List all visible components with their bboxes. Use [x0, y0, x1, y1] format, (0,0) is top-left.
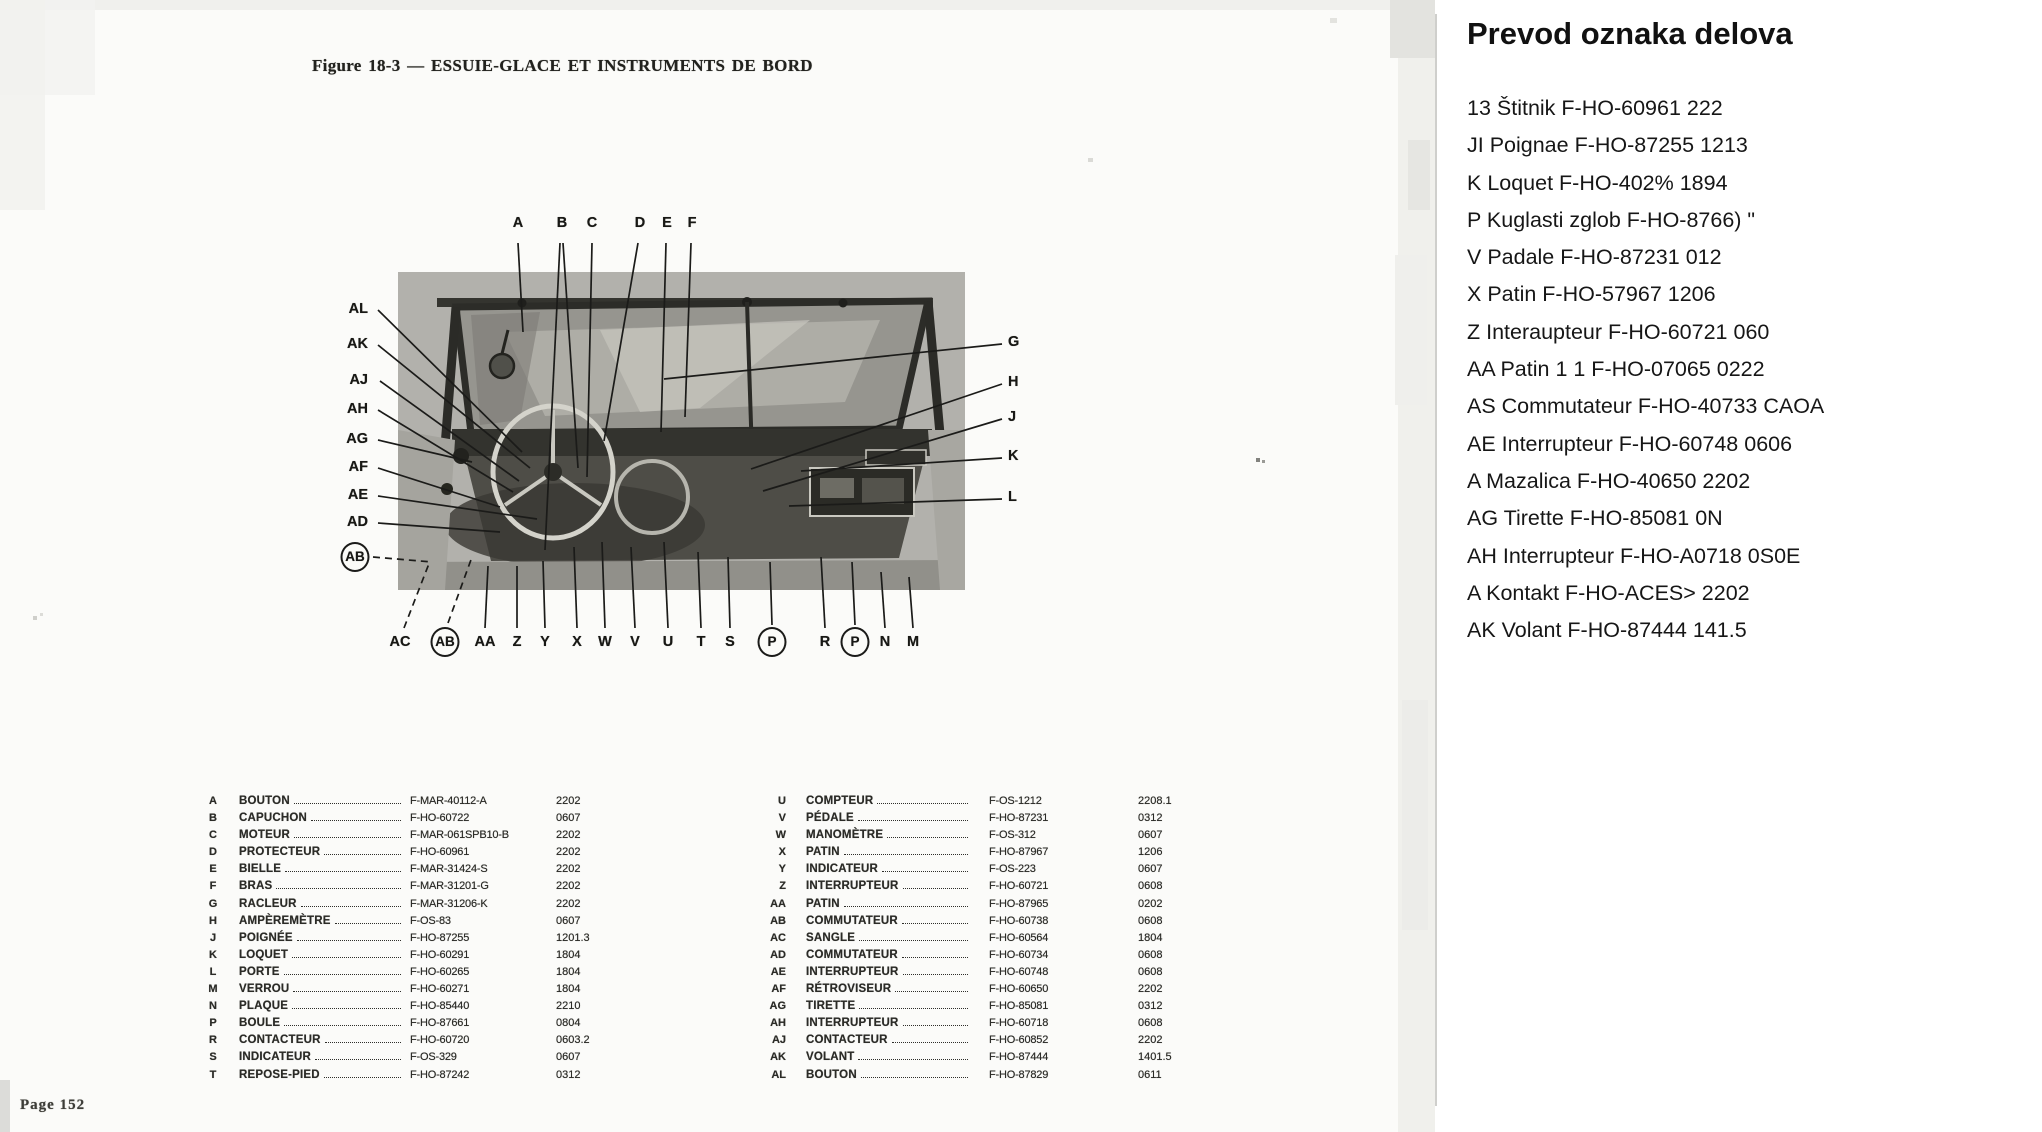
- callout-label: T: [696, 633, 706, 650]
- table-row: [196, 930, 626, 947]
- row-name: COMPTEUR: [806, 793, 973, 810]
- row-part-number: F-HO-85081: [989, 1000, 1049, 1013]
- dotted-leader: [859, 1008, 968, 1009]
- row-letter: H: [209, 914, 217, 927]
- callout-label: AF: [348, 458, 368, 475]
- table-row: [752, 827, 1192, 844]
- row-letter: AB: [770, 914, 786, 927]
- row-letter: T: [209, 1068, 217, 1081]
- row-letter: E: [209, 863, 217, 876]
- table-row: [752, 793, 1192, 810]
- dotted-leader: [858, 820, 968, 821]
- callout-label: X: [572, 633, 582, 650]
- dotted-leader: [844, 854, 968, 855]
- row-part-number: F-HO-60734: [989, 948, 1049, 961]
- row-letter: AD: [770, 948, 786, 961]
- row-ref-number: 1804: [1138, 931, 1163, 944]
- row-ref-number: 2208.1: [1138, 795, 1172, 807]
- row-name: MANOMÈTRE: [806, 827, 973, 844]
- row-part-number: F-HO-87242: [410, 1068, 470, 1081]
- callout-label: G: [1008, 333, 1020, 350]
- row-ref-number: 2202: [556, 880, 581, 893]
- row-letter: A: [209, 795, 217, 807]
- table-row: [196, 810, 626, 827]
- callout-label: AH: [347, 400, 368, 417]
- row-ref-number: 1804: [556, 965, 581, 978]
- dotted-leader: [311, 820, 401, 821]
- translation-panel: [1437, 0, 2042, 1132]
- row-ref-number: 2210: [556, 1000, 581, 1013]
- row-part-number: F-MAR-31424-S: [410, 863, 488, 876]
- row-part-number: F-HO-85440: [410, 1000, 470, 1013]
- table-row: [752, 810, 1192, 827]
- row-name: BIELLE: [239, 861, 406, 878]
- dotted-leader: [294, 837, 401, 838]
- row-name: BOULE: [239, 1015, 406, 1032]
- row-part-number: F-MAR-31201-G: [410, 880, 489, 893]
- row-part-number: F-OS-329: [410, 1051, 457, 1064]
- row-ref-number: 1401.5: [1138, 1051, 1172, 1064]
- row-name: BRAS: [239, 878, 406, 895]
- table-row: [752, 861, 1192, 878]
- row-part-number: F-HO-87965: [989, 897, 1049, 910]
- table-row: [752, 1032, 1192, 1049]
- row-letter: V: [778, 812, 786, 825]
- row-name: REPOSE-PIED: [239, 1067, 406, 1084]
- translation-item: 13 Štitnik F-HO-60961 222: [1467, 96, 1723, 120]
- dotted-leader: [284, 974, 401, 975]
- row-letter: AC: [770, 931, 786, 944]
- page-number: Page 152: [20, 1097, 86, 1113]
- table-row: [196, 1032, 626, 1049]
- row-name: RACLEUR: [239, 896, 406, 913]
- translation-item: AE Interrupteur F-HO-60748 0606: [1467, 431, 1793, 456]
- table-row: [752, 1067, 1192, 1084]
- row-ref-number: 0607: [556, 812, 581, 825]
- row-ref-number: 0312: [556, 1068, 581, 1081]
- dotted-leader: [892, 1042, 968, 1043]
- dotted-leader: [895, 991, 968, 992]
- row-name: VERROU: [239, 981, 406, 998]
- translation-item: Z Interaupteur F-HO-60721 060: [1467, 319, 1770, 344]
- row-name: INTERRUPTEUR: [806, 964, 973, 981]
- row-part-number: F-HO-60564: [989, 931, 1049, 944]
- row-name: CONTACTEUR: [239, 1032, 406, 1049]
- callout-label: Z: [512, 633, 522, 650]
- row-part-number: F-MAR-061SPB10-B: [410, 829, 509, 842]
- callout-label: U: [662, 633, 674, 650]
- row-part-number: F-MAR-31206-K: [410, 897, 488, 910]
- dotted-leader: [903, 888, 969, 889]
- row-part-number: F-HO-60718: [989, 1017, 1049, 1030]
- callout-label: P: [758, 627, 787, 657]
- table-row: [752, 930, 1192, 947]
- row-ref-number: 0607: [1138, 863, 1163, 876]
- dotted-leader: [315, 1059, 401, 1060]
- row-letter: Y: [778, 863, 786, 876]
- row-name: RÉTROVISEUR: [806, 981, 973, 998]
- row-part-number: F-OS-312: [989, 829, 1036, 842]
- row-ref-number: 0804: [556, 1017, 581, 1030]
- row-part-number: F-HO-87255: [410, 931, 470, 944]
- row-ref-number: 1804: [556, 983, 581, 996]
- row-letter: N: [209, 1000, 217, 1013]
- row-letter: AF: [771, 983, 786, 996]
- translation-item: A Mazalica F-HO-40650 2202: [1467, 468, 1751, 493]
- dotted-leader: [844, 906, 968, 907]
- dotted-leader: [294, 803, 401, 804]
- row-ref-number: 0202: [1138, 897, 1163, 910]
- callout-label: D: [634, 214, 646, 231]
- dotted-leader: [325, 1042, 401, 1043]
- row-letter: B: [209, 812, 217, 825]
- row-letter: U: [778, 795, 786, 807]
- row-ref-number: 0608: [1138, 1017, 1163, 1030]
- dotted-leader: [859, 940, 968, 941]
- callout-label: AG: [346, 430, 368, 447]
- callout-label: E: [662, 214, 672, 231]
- row-name: INTERRUPTEUR: [806, 1015, 973, 1032]
- row-name: PLAQUE: [239, 998, 406, 1015]
- table-row: [196, 844, 626, 861]
- translation-item: AK Volant F-HO-87444 141.5: [1467, 618, 1747, 643]
- dotted-leader: [861, 1077, 968, 1078]
- row-name: PORTE: [239, 964, 406, 981]
- row-letter: J: [209, 931, 217, 944]
- callout-label: S: [725, 633, 735, 650]
- dotted-leader: [902, 957, 968, 958]
- row-ref-number: 0608: [1138, 948, 1163, 961]
- row-part-number: F-HO-60291: [410, 948, 470, 961]
- row-letter: F: [209, 880, 217, 893]
- row-ref-number: 2202: [556, 829, 581, 842]
- row-ref-number: 2202: [1138, 1034, 1163, 1047]
- figure-caption: Figure 18-3 — ESSUIE-GLACE ET INSTRUMENTS DE BORD: [312, 56, 813, 75]
- row-name: PATIN: [806, 844, 973, 861]
- callout-label: P: [841, 627, 870, 657]
- table-row: [752, 896, 1192, 913]
- row-name: COMMUTATEUR: [806, 947, 973, 964]
- translation-item: A Kontakt F-HO-ACES> 2202: [1467, 580, 1750, 605]
- dotted-leader: [285, 871, 401, 872]
- table-row: [752, 964, 1192, 981]
- panel-title: Prevod oznaka delova: [1467, 16, 1793, 51]
- table-row: [196, 827, 626, 844]
- row-name: BOUTON: [806, 1067, 973, 1084]
- row-part-number: F-HO-87444: [989, 1051, 1049, 1064]
- row-ref-number: 0607: [1138, 829, 1163, 842]
- translation-item: K Loquet F-HO-402% 1894: [1467, 170, 1728, 195]
- row-part-number: F-HO-87829: [989, 1068, 1049, 1081]
- callout-label: M: [906, 633, 920, 650]
- row-letter: AK: [770, 1051, 786, 1064]
- row-part-number: F-HO-60748: [989, 965, 1049, 978]
- dotted-leader: [903, 974, 969, 975]
- table-row: [196, 878, 626, 895]
- table-row: [752, 878, 1192, 895]
- translation-item: JI Poignae F-HO-87255 1213: [1467, 133, 1748, 158]
- row-ref-number: 0608: [1138, 965, 1163, 978]
- callout-label: AK: [347, 335, 368, 352]
- table-row: [196, 793, 626, 810]
- row-part-number: F-HO-87661: [410, 1017, 470, 1030]
- row-ref-number: 0312: [1138, 1000, 1163, 1013]
- row-letter: R: [209, 1034, 217, 1047]
- row-letter: C: [209, 829, 217, 842]
- translation-list: [1467, 90, 2042, 649]
- row-ref-number: 0611: [1138, 1068, 1162, 1081]
- row-part-number: F-HO-60720: [410, 1034, 470, 1047]
- row-name: BOUTON: [239, 793, 406, 810]
- parts-table-right: [752, 793, 1192, 1084]
- row-ref-number: 2202: [1138, 983, 1163, 996]
- table-row: [196, 1049, 626, 1066]
- callout-label: AD: [347, 513, 368, 530]
- callout-label: C: [586, 214, 598, 231]
- row-name: PÉDALE: [806, 810, 973, 827]
- row-ref-number: 1201.3: [556, 931, 590, 944]
- row-part-number: F-HO-87967: [989, 846, 1049, 859]
- row-letter: W: [775, 829, 786, 842]
- callout-label: J: [1008, 408, 1017, 425]
- row-ref-number: 2202: [556, 897, 581, 910]
- row-name: INDICATEUR: [239, 1049, 406, 1066]
- dotted-leader: [324, 1077, 401, 1078]
- table-row: [752, 947, 1192, 964]
- dotted-leader: [877, 803, 968, 804]
- dotted-leader: [292, 957, 401, 958]
- dotted-leader: [292, 1008, 401, 1009]
- row-part-number: F-HO-60852: [989, 1034, 1049, 1047]
- dotted-leader: [903, 1025, 969, 1026]
- table-row: [752, 998, 1192, 1015]
- row-ref-number: 1206: [1138, 846, 1163, 859]
- dotted-leader: [902, 923, 968, 924]
- row-letter: D: [209, 846, 217, 859]
- row-part-number: F-HO-60271: [410, 983, 470, 996]
- callout-label: AJ: [349, 371, 368, 388]
- table-row: [752, 981, 1192, 998]
- row-letter: AA: [770, 897, 786, 910]
- row-ref-number: 2202: [556, 863, 581, 876]
- row-name: CONTACTEUR: [806, 1032, 973, 1049]
- dotted-leader: [335, 923, 401, 924]
- table-row: [196, 981, 626, 998]
- row-part-number: F-OS-1212: [989, 795, 1042, 807]
- row-part-number: F-HO-60265: [410, 965, 470, 978]
- callout-label: H: [1008, 373, 1019, 390]
- table-row: [752, 913, 1192, 930]
- dotted-leader: [284, 1025, 401, 1026]
- dotted-leader: [276, 888, 401, 889]
- callout-label: R: [819, 633, 831, 650]
- table-row: [752, 844, 1192, 861]
- row-letter: AL: [771, 1068, 786, 1081]
- row-name: AMPÈREMÈTRE: [239, 913, 406, 930]
- row-ref-number: 2202: [556, 846, 581, 859]
- callout-label: AC: [389, 633, 411, 650]
- row-part-number: F-HO-60738: [989, 914, 1049, 927]
- row-name: COMMUTATEUR: [806, 913, 973, 930]
- translation-item: AA Patin 1 1 F-HO-07065 0222: [1467, 357, 1765, 382]
- row-part-number: F-HO-60721: [989, 880, 1049, 893]
- row-ref-number: 2202: [556, 795, 581, 807]
- row-name: INTERRUPTEUR: [806, 878, 973, 895]
- parts-table-left: [196, 793, 626, 1084]
- dotted-leader: [887, 837, 968, 838]
- row-letter: AH: [770, 1017, 786, 1030]
- translation-item: AH Interrupteur F-HO-A0718 0S0E: [1467, 543, 1801, 568]
- dotted-leader: [882, 871, 968, 872]
- callout-label: K: [1008, 447, 1019, 464]
- callout-label: V: [630, 633, 640, 650]
- row-part-number: F-OS-83: [410, 914, 451, 927]
- row-ref-number: 0607: [556, 914, 581, 927]
- row-ref-number: 0608: [1138, 914, 1163, 927]
- row-letter: Z: [779, 880, 786, 893]
- row-letter: M: [208, 983, 218, 996]
- callout-label: A: [512, 214, 524, 231]
- row-part-number: F-HO-60961: [410, 846, 470, 859]
- callout-label: L: [1008, 488, 1017, 505]
- row-name: VOLANT: [806, 1049, 973, 1066]
- row-ref-number: 0607: [556, 1051, 581, 1064]
- row-letter: L: [209, 965, 217, 978]
- row-name: PROTECTEUR: [239, 844, 406, 861]
- row-letter: AJ: [771, 1034, 786, 1047]
- row-ref-number: 1804: [556, 948, 581, 961]
- row-name: SANGLE: [806, 930, 973, 947]
- callout-label: W: [598, 633, 612, 650]
- row-letter: S: [209, 1051, 217, 1064]
- row-name: MOTEUR: [239, 827, 406, 844]
- table-row: [196, 964, 626, 981]
- row-name: POIGNÉE: [239, 930, 406, 947]
- table-row: [196, 998, 626, 1015]
- row-part-number: F-MAR-40112-A: [410, 795, 487, 807]
- callout-label: AB: [431, 627, 460, 657]
- callout-label: Y: [540, 633, 550, 650]
- row-part-number: F-HO-60722: [410, 812, 470, 825]
- translation-item: P Kuglasti zglob F-HO-8766) ": [1467, 207, 1756, 232]
- row-name: INDICATEUR: [806, 861, 973, 878]
- table-row: [196, 861, 626, 878]
- callout-label: AA: [474, 633, 496, 650]
- table-row: [196, 896, 626, 913]
- translation-item: AS Commutateur F-HO-40733 CAOA: [1467, 394, 1825, 419]
- row-letter: AG: [769, 1000, 786, 1013]
- row-letter: X: [778, 846, 786, 859]
- row-letter: G: [208, 897, 218, 910]
- row-name: TIRETTE: [806, 998, 973, 1015]
- translation-item: X Patin F-HO-57967 1206: [1467, 282, 1716, 307]
- row-name: LOQUET: [239, 947, 406, 964]
- dotted-leader: [293, 991, 401, 992]
- callout-label: AL: [348, 300, 368, 317]
- row-letter: K: [209, 948, 217, 961]
- dotted-leader: [301, 906, 401, 907]
- row-ref-number: 0608: [1138, 880, 1163, 893]
- translation-item: AG Tirette F-HO-85081 0N: [1467, 506, 1723, 531]
- callout-label: AE: [347, 486, 368, 503]
- dotted-leader: [297, 940, 401, 941]
- row-ref-number: 0603.2: [556, 1034, 590, 1047]
- row-ref-number: 0312: [1138, 812, 1163, 825]
- row-part-number: F-HO-60650: [989, 983, 1049, 996]
- translation-item: V Padale F-HO-87231 012: [1467, 245, 1722, 270]
- row-name: CAPUCHON: [239, 810, 406, 827]
- row-part-number: F-HO-87231: [989, 812, 1049, 825]
- row-letter: P: [209, 1017, 217, 1030]
- dotted-leader: [324, 854, 401, 855]
- row-letter: AE: [770, 965, 786, 978]
- callout-label: N: [879, 633, 891, 650]
- table-row: [196, 947, 626, 964]
- dotted-leader: [858, 1059, 968, 1060]
- row-name: PATIN: [806, 896, 973, 913]
- table-row: [196, 1067, 626, 1084]
- table-row: [752, 1049, 1192, 1066]
- callout-label: AB: [341, 542, 370, 572]
- callout-label: F: [687, 214, 697, 231]
- table-row: [196, 1015, 626, 1032]
- callout-label: B: [556, 214, 568, 231]
- table-row: [196, 913, 626, 930]
- table-row: [752, 1015, 1192, 1032]
- row-part-number: F-OS-223: [989, 863, 1036, 876]
